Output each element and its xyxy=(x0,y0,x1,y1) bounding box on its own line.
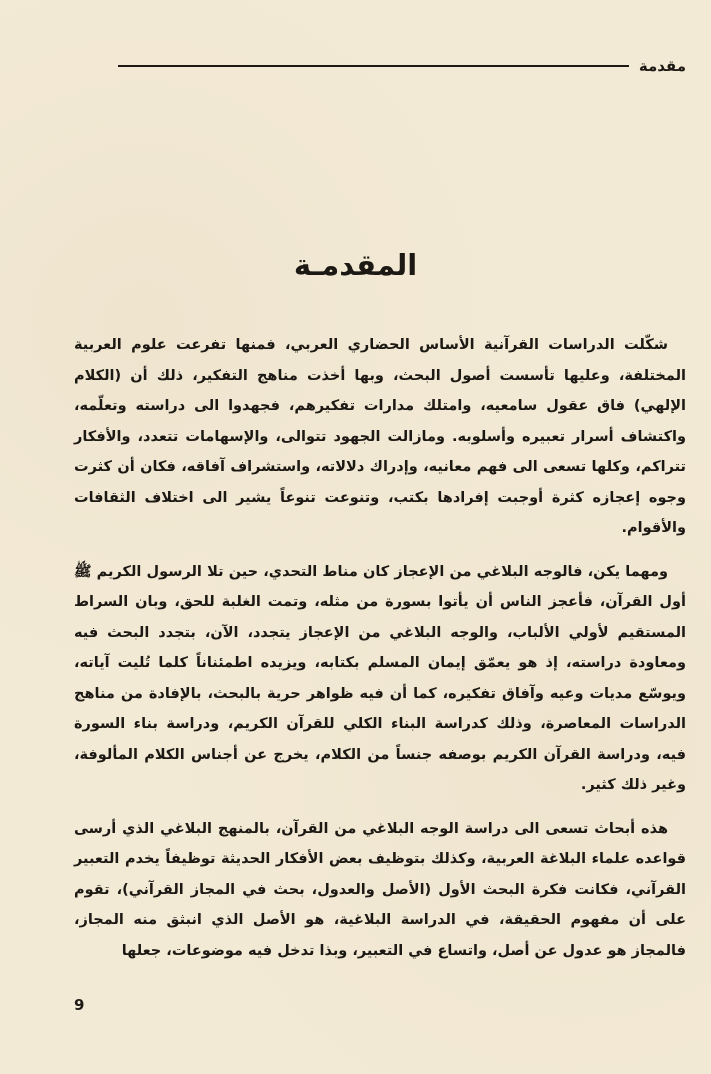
page-number: 9 xyxy=(74,996,85,1014)
paragraph-3: هذه أبحاث تسعى الى دراسة الوجه البلاغي من القرآن، بالمنهج البلاغي الذي أرسى قواعده علماء البلاغة العربية، وكذلك بتوظيف بعض الأفكار الحديثة توظيفاً يخدم التعبير القرآني، فكانت فكرة البحث الأول (الأصل والعدول، بحث في المجاز القرآني)، تقوم على أن مفهوم الحقيقة، في الدراسة البلاغية، هو الأصل الذي انبثق منه المجاز، فالمجاز هو عدول عن أصل، واتساع في التعبير، وبذا تدخل فيه موضوعات، جعلها xyxy=(74,820,686,959)
chapter-title: المقدمـة xyxy=(293,248,418,282)
paragraph-1: شكّلت الدراسات القرآنية الأساس الحضاري العربي، فمنها تفرعت علوم العربية المختلفة، وعليها تأسست أصول البحث، وبها أخذت مناهج التفكير، ذلك أن (الكلام الإلهي) فاق عقول سامعيه، وامتلك مدارات تفكيرهم، فجهدوا الى دراسته وتعلّمه، واكتشاف أسرار تعبيره وأسلوبه. ومازالت الجهود تتوالى، والإسهامات تتعدد، والأفكار تتراكم، وكلها تسعى الى فهم معانيه، وإدراك دلالاته، واستشراف آفاقه، فكان أن كثرت وجوه إعجازه كثرة أوجبت إفرادها بكتب، وتنوعت تنوعاً يشير الى اختلاف الثقافات والأقوام. xyxy=(74,337,686,536)
running-head xyxy=(118,54,686,78)
running-head-title: مقدمة xyxy=(638,57,686,75)
paragraph-2: ومهما يكن، فالوجه البلاغي من الإعجاز كان مناط التحدي، حين تلا الرسول الكريم ﷺ أول القرآن، فأعجز الناس أن يأتوا بسورة من مثله، وتمت الغلبة للحق، وبان السراط المستقيم لأولي الألباب، والوجه البلاغي من الإعجاز يتجدد، الآن، بتجدد البحث فيه ومعاودة دراسته، إذ هو يعمّق إيمان المسلم بكتابه، ويزيده اطمئناناً كلما تُليت آياته، ويوسّع مديات وعيه وآفاق تفكيره، كما أن فيه ظواهر حرية بالبحث، بالإفادة من مناهج الدراسات المعاصرة، وذلك كدراسة البناء الكلي للقرآن الكريم، ودراسة بناء السورة فيه، ودراسة القرآن الكريم بوصفه جنساً من الكلام، يخرج عن أجناس الكلام المألوفة، وغير ذلك كثير. xyxy=(74,563,686,793)
running-head-rule xyxy=(118,65,629,67)
body-text xyxy=(74,330,686,979)
